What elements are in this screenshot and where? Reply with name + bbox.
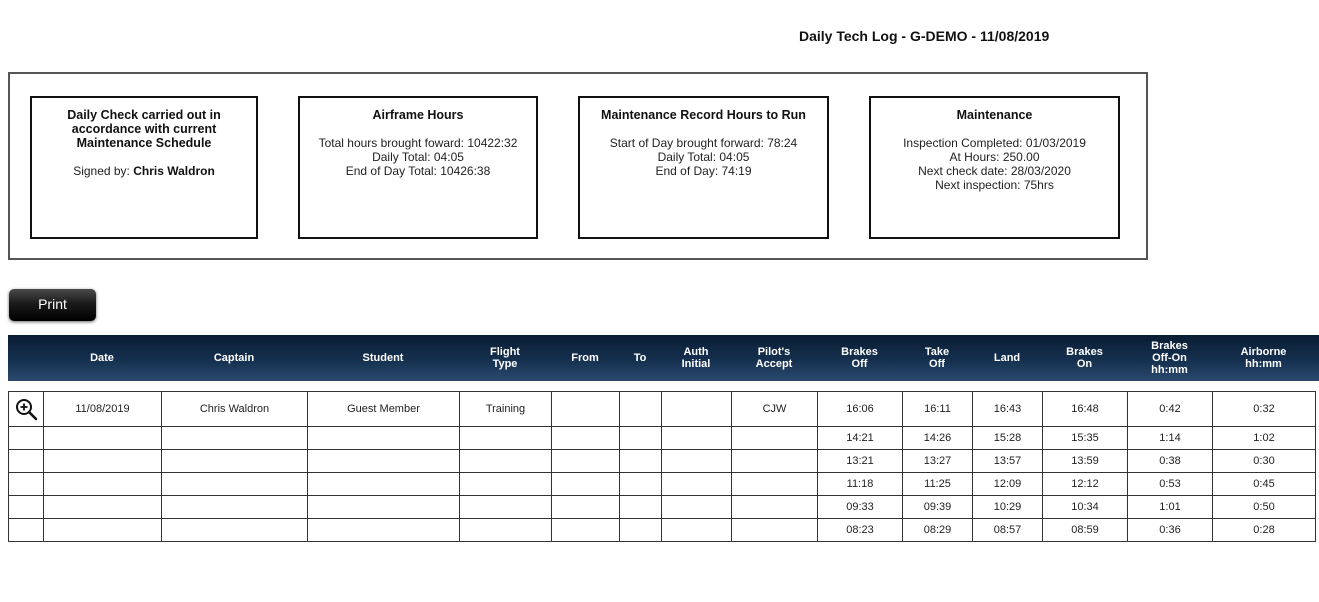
tech-log-rows xyxy=(8,391,1316,542)
column-header-captain xyxy=(161,335,307,381)
cell-date xyxy=(44,450,162,473)
column-header-label: Airborne hh:mm xyxy=(1240,346,1287,370)
maintenance-at-hours: At Hours: 250.00 xyxy=(949,150,1040,164)
table-row xyxy=(9,496,1316,519)
column-header-label: Take Off xyxy=(924,346,950,370)
cell-brakes-on: 15:35 xyxy=(1043,427,1128,450)
cell-to xyxy=(620,450,662,473)
daily-check-title-line: accordance with current xyxy=(71,122,217,136)
cell-flight-type xyxy=(460,519,552,542)
column-header-flight-type xyxy=(459,335,551,381)
column-header-student xyxy=(307,335,459,381)
cell-captain xyxy=(162,427,308,450)
cell-student xyxy=(308,427,460,450)
daily-check-title-line: Daily Check carried out in xyxy=(67,108,221,122)
table-row xyxy=(9,473,1316,496)
cell-brakes-off-on: 0:42 xyxy=(1128,392,1213,427)
cell-student xyxy=(308,496,460,519)
cell-land: 13:57 xyxy=(973,450,1043,473)
zoom-in-icon[interactable] xyxy=(14,397,38,421)
column-header-label: Student xyxy=(362,352,404,364)
cell-pilots-accept xyxy=(732,496,818,519)
cell-airborne: 0:45 xyxy=(1213,473,1316,496)
cell-brakes-off: 16:06 xyxy=(818,392,903,427)
cell-auth-initial xyxy=(662,392,732,427)
cell-flight-type xyxy=(460,427,552,450)
airframe-hours-title: Airframe Hours xyxy=(372,108,464,122)
cell-brakes-off-on: 0:36 xyxy=(1128,519,1213,542)
signed-by-label: Signed by: xyxy=(73,164,134,178)
cell-airborne: 0:32 xyxy=(1213,392,1316,427)
column-header-label: Auth Initial xyxy=(681,346,711,370)
signed-by-name: Chris Waldron xyxy=(133,164,215,178)
cell-land: 16:43 xyxy=(973,392,1043,427)
cell-pilots-accept: CJW xyxy=(732,392,818,427)
cell-to xyxy=(620,392,662,427)
maintenance-record-daily-total: Daily Total: 04:05 xyxy=(657,150,750,164)
cell-to xyxy=(620,519,662,542)
table-row xyxy=(9,392,1316,427)
cell-airborne: 0:50 xyxy=(1213,496,1316,519)
cell-date xyxy=(44,519,162,542)
cell-auth-initial xyxy=(662,427,732,450)
cell-auth-initial xyxy=(662,496,732,519)
table-header xyxy=(8,335,1319,381)
maintenance-record-end: End of Day: 74:19 xyxy=(655,164,752,178)
cell-from xyxy=(552,473,620,496)
column-header-label: Date xyxy=(90,352,114,364)
cell-flight-type xyxy=(460,450,552,473)
column-header-brakes-off-on xyxy=(1127,335,1212,381)
cell-date xyxy=(44,496,162,519)
cell-brakes-off-on: 1:01 xyxy=(1128,496,1213,519)
column-header-label: Captain xyxy=(213,352,255,364)
cell-captain xyxy=(162,450,308,473)
airframe-daily-total: Daily Total: 04:05 xyxy=(372,150,464,164)
cell-brakes-on: 08:59 xyxy=(1043,519,1128,542)
cell-captain: Chris Waldron xyxy=(162,392,308,427)
cell-date: 11/08/2019 xyxy=(44,392,162,427)
cell-land: 12:09 xyxy=(973,473,1043,496)
maintenance-title: Maintenance xyxy=(956,108,1033,122)
cell-date xyxy=(44,427,162,450)
cell-land: 10:29 xyxy=(973,496,1043,519)
cell-flight-type: Training xyxy=(460,392,552,427)
cell-to xyxy=(620,473,662,496)
row-action-cell xyxy=(9,450,44,473)
column-header-brakes-off xyxy=(817,335,902,381)
row-action-cell xyxy=(9,496,44,519)
column-header-label: To xyxy=(633,352,647,364)
summary-panel xyxy=(8,72,1148,260)
cell-from xyxy=(552,427,620,450)
cell-take-off: 14:26 xyxy=(903,427,973,450)
column-header-take-off xyxy=(902,335,972,381)
column-header-label: Flight Type xyxy=(490,346,520,370)
column-header-label: Land xyxy=(993,352,1021,364)
table-row xyxy=(9,519,1316,542)
column-header-label: From xyxy=(571,352,599,364)
cell-flight-type xyxy=(460,473,552,496)
cell-brakes-off: 14:21 xyxy=(818,427,903,450)
table-row xyxy=(9,427,1316,450)
cell-brakes-off-on: 1:14 xyxy=(1128,427,1213,450)
maintenance-next-check-date: Next check date: 28/03/2020 xyxy=(918,164,1071,178)
cell-student xyxy=(308,473,460,496)
cell-pilots-accept xyxy=(732,473,818,496)
cell-to xyxy=(620,496,662,519)
column-header-pilots-accept xyxy=(731,335,817,381)
cell-airborne: 0:28 xyxy=(1213,519,1316,542)
cell-student xyxy=(308,450,460,473)
cell-airborne: 0:30 xyxy=(1213,450,1316,473)
cell-pilots-accept xyxy=(732,427,818,450)
cell-auth-initial xyxy=(662,473,732,496)
tech-log-table xyxy=(8,335,1319,536)
daily-check-card xyxy=(30,96,258,239)
maintenance-record-start: Start of Day brought forward: 78:24 xyxy=(609,136,798,150)
row-action-cell xyxy=(9,473,44,496)
table-row xyxy=(9,450,1316,473)
maintenance-next-inspection: Next inspection: 75hrs xyxy=(935,178,1054,192)
cell-brakes-on: 10:34 xyxy=(1043,496,1128,519)
cell-captain xyxy=(162,496,308,519)
column-header-auth-initial xyxy=(661,335,731,381)
page-title: Daily Tech Log - G-DEMO - 11/08/2019 xyxy=(799,28,1050,44)
airframe-hours-card xyxy=(298,96,538,239)
row-action-cell[interactable] xyxy=(9,392,44,427)
cell-flight-type xyxy=(460,496,552,519)
cell-brakes-off: 13:21 xyxy=(818,450,903,473)
cell-take-off: 11:25 xyxy=(903,473,973,496)
cell-from xyxy=(552,392,620,427)
cell-brakes-off: 08:23 xyxy=(818,519,903,542)
cell-from xyxy=(552,450,620,473)
cell-take-off: 09:39 xyxy=(903,496,973,519)
cell-brakes-on: 12:12 xyxy=(1043,473,1128,496)
cell-captain xyxy=(162,473,308,496)
maintenance-inspection-completed: Inspection Completed: 01/03/2019 xyxy=(903,136,1086,150)
airframe-end-of-day-total: End of Day Total: 10426:38 xyxy=(345,164,491,178)
cell-date xyxy=(44,473,162,496)
maintenance-record-title: Maintenance Record Hours to Run xyxy=(601,108,806,122)
cell-brakes-on: 16:48 xyxy=(1043,392,1128,427)
cell-take-off: 08:29 xyxy=(903,519,973,542)
cell-brakes-on: 13:59 xyxy=(1043,450,1128,473)
cell-take-off: 16:11 xyxy=(903,392,973,427)
signed-by xyxy=(32,164,256,178)
cell-to xyxy=(620,427,662,450)
maintenance-record-card xyxy=(578,96,829,239)
cell-from xyxy=(552,519,620,542)
row-action-cell xyxy=(9,427,44,450)
column-header-label: Brakes Off-On hh:mm xyxy=(1151,340,1188,376)
cell-auth-initial xyxy=(662,450,732,473)
cell-captain xyxy=(162,519,308,542)
daily-check-title xyxy=(32,108,256,150)
cell-brakes-off-on: 0:53 xyxy=(1128,473,1213,496)
cell-student: Guest Member xyxy=(308,392,460,427)
column-header-airborne xyxy=(1212,335,1315,381)
cell-airborne: 1:02 xyxy=(1213,427,1316,450)
cell-brakes-off: 11:18 xyxy=(818,473,903,496)
print-button[interactable]: Print xyxy=(9,289,96,321)
daily-check-title-line: Maintenance Schedule xyxy=(76,136,212,150)
row-action-cell xyxy=(9,519,44,542)
cell-take-off: 13:27 xyxy=(903,450,973,473)
column-header-label: Brakes Off xyxy=(841,346,878,370)
column-header-land xyxy=(972,335,1042,381)
column-header-from xyxy=(551,335,619,381)
cell-pilots-accept xyxy=(732,519,818,542)
maintenance-card xyxy=(869,96,1120,239)
cell-pilots-accept xyxy=(732,450,818,473)
cell-brakes-off: 09:33 xyxy=(818,496,903,519)
column-header-brakes-on xyxy=(1042,335,1127,381)
cell-brakes-off-on: 0:38 xyxy=(1128,450,1213,473)
cell-auth-initial xyxy=(662,519,732,542)
cell-from xyxy=(552,496,620,519)
cell-student xyxy=(308,519,460,542)
column-header-to xyxy=(619,335,661,381)
cell-land: 15:28 xyxy=(973,427,1043,450)
airframe-total-brought-forward: Total hours brought foward: 10422:32 xyxy=(318,136,518,150)
column-header-date xyxy=(43,335,161,381)
cell-land: 08:57 xyxy=(973,519,1043,542)
column-header-label: Pilot's Accept xyxy=(755,346,793,370)
column-header-label: Brakes On xyxy=(1066,346,1103,370)
